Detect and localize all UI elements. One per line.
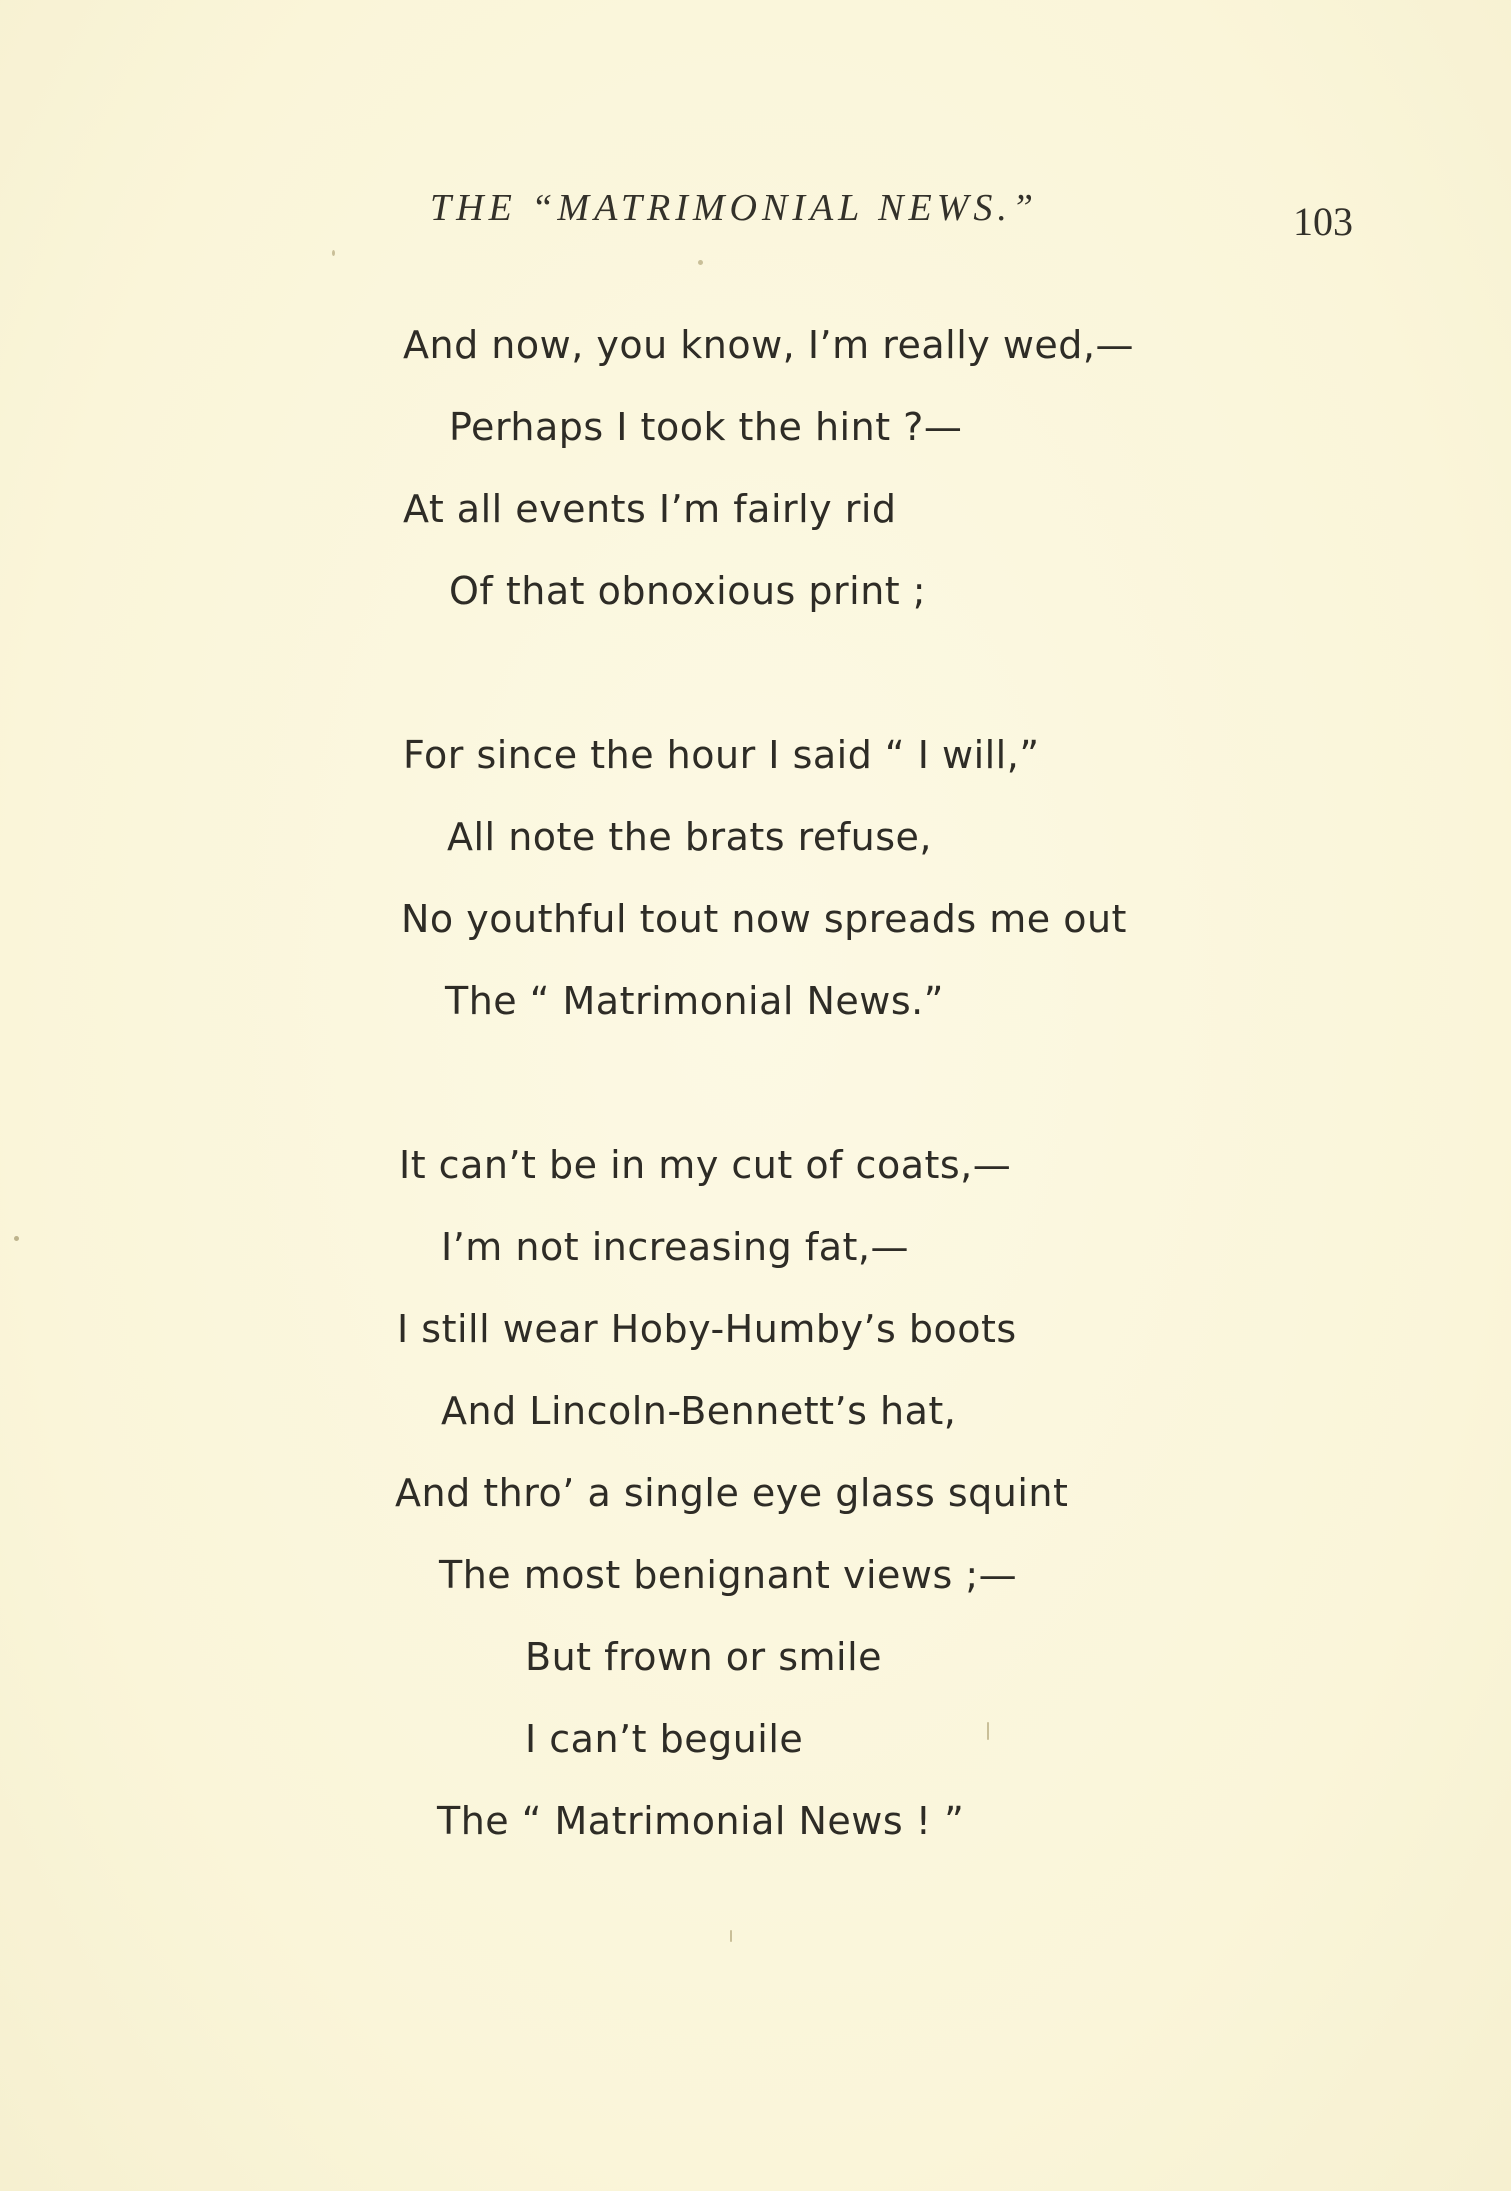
page-number: 103 xyxy=(1293,199,1353,244)
poem-line: I’m not increasing fat,— xyxy=(441,1225,909,1269)
paper-speck xyxy=(698,260,703,265)
poem-line: Of that obnoxious print ; xyxy=(449,569,927,613)
poem-line: I can’t beguile xyxy=(525,1717,804,1761)
poem-line: Perhaps I took the hint ?— xyxy=(449,405,963,449)
running-head: THE “MATRIMONIAL NEWS.” xyxy=(430,187,1038,229)
poem-line: At all events I’m fairly rid xyxy=(403,487,897,531)
paper-speck xyxy=(730,1930,732,1942)
paper-speck xyxy=(14,1236,19,1241)
poem-line: For since the hour I said “ I will,” xyxy=(403,733,1040,777)
poem-line: And thro’ a single eye glass squint xyxy=(395,1471,1069,1515)
poem-line: And now, you know, I’m really wed,— xyxy=(403,323,1135,367)
poem-line: I still wear Hoby-Humby’s boots xyxy=(397,1307,1017,1351)
poem-line: The “ Matrimonial News.” xyxy=(445,979,944,1023)
poem-line: But frown or smile xyxy=(525,1635,883,1679)
poem-line: The “ Matrimonial News ! ” xyxy=(437,1799,965,1843)
poem-line: No youthful tout now spreads me out xyxy=(401,897,1127,941)
poem-line: It can’t be in my cut of coats,— xyxy=(399,1143,1012,1187)
paper-speck xyxy=(987,1722,989,1740)
poem-line: All note the brats refuse, xyxy=(447,815,933,859)
paper-speck xyxy=(332,250,335,256)
poem-line: And Lincoln-Bennett’s hat, xyxy=(441,1389,957,1433)
poem-line: The most benignant views ;— xyxy=(439,1553,1018,1597)
